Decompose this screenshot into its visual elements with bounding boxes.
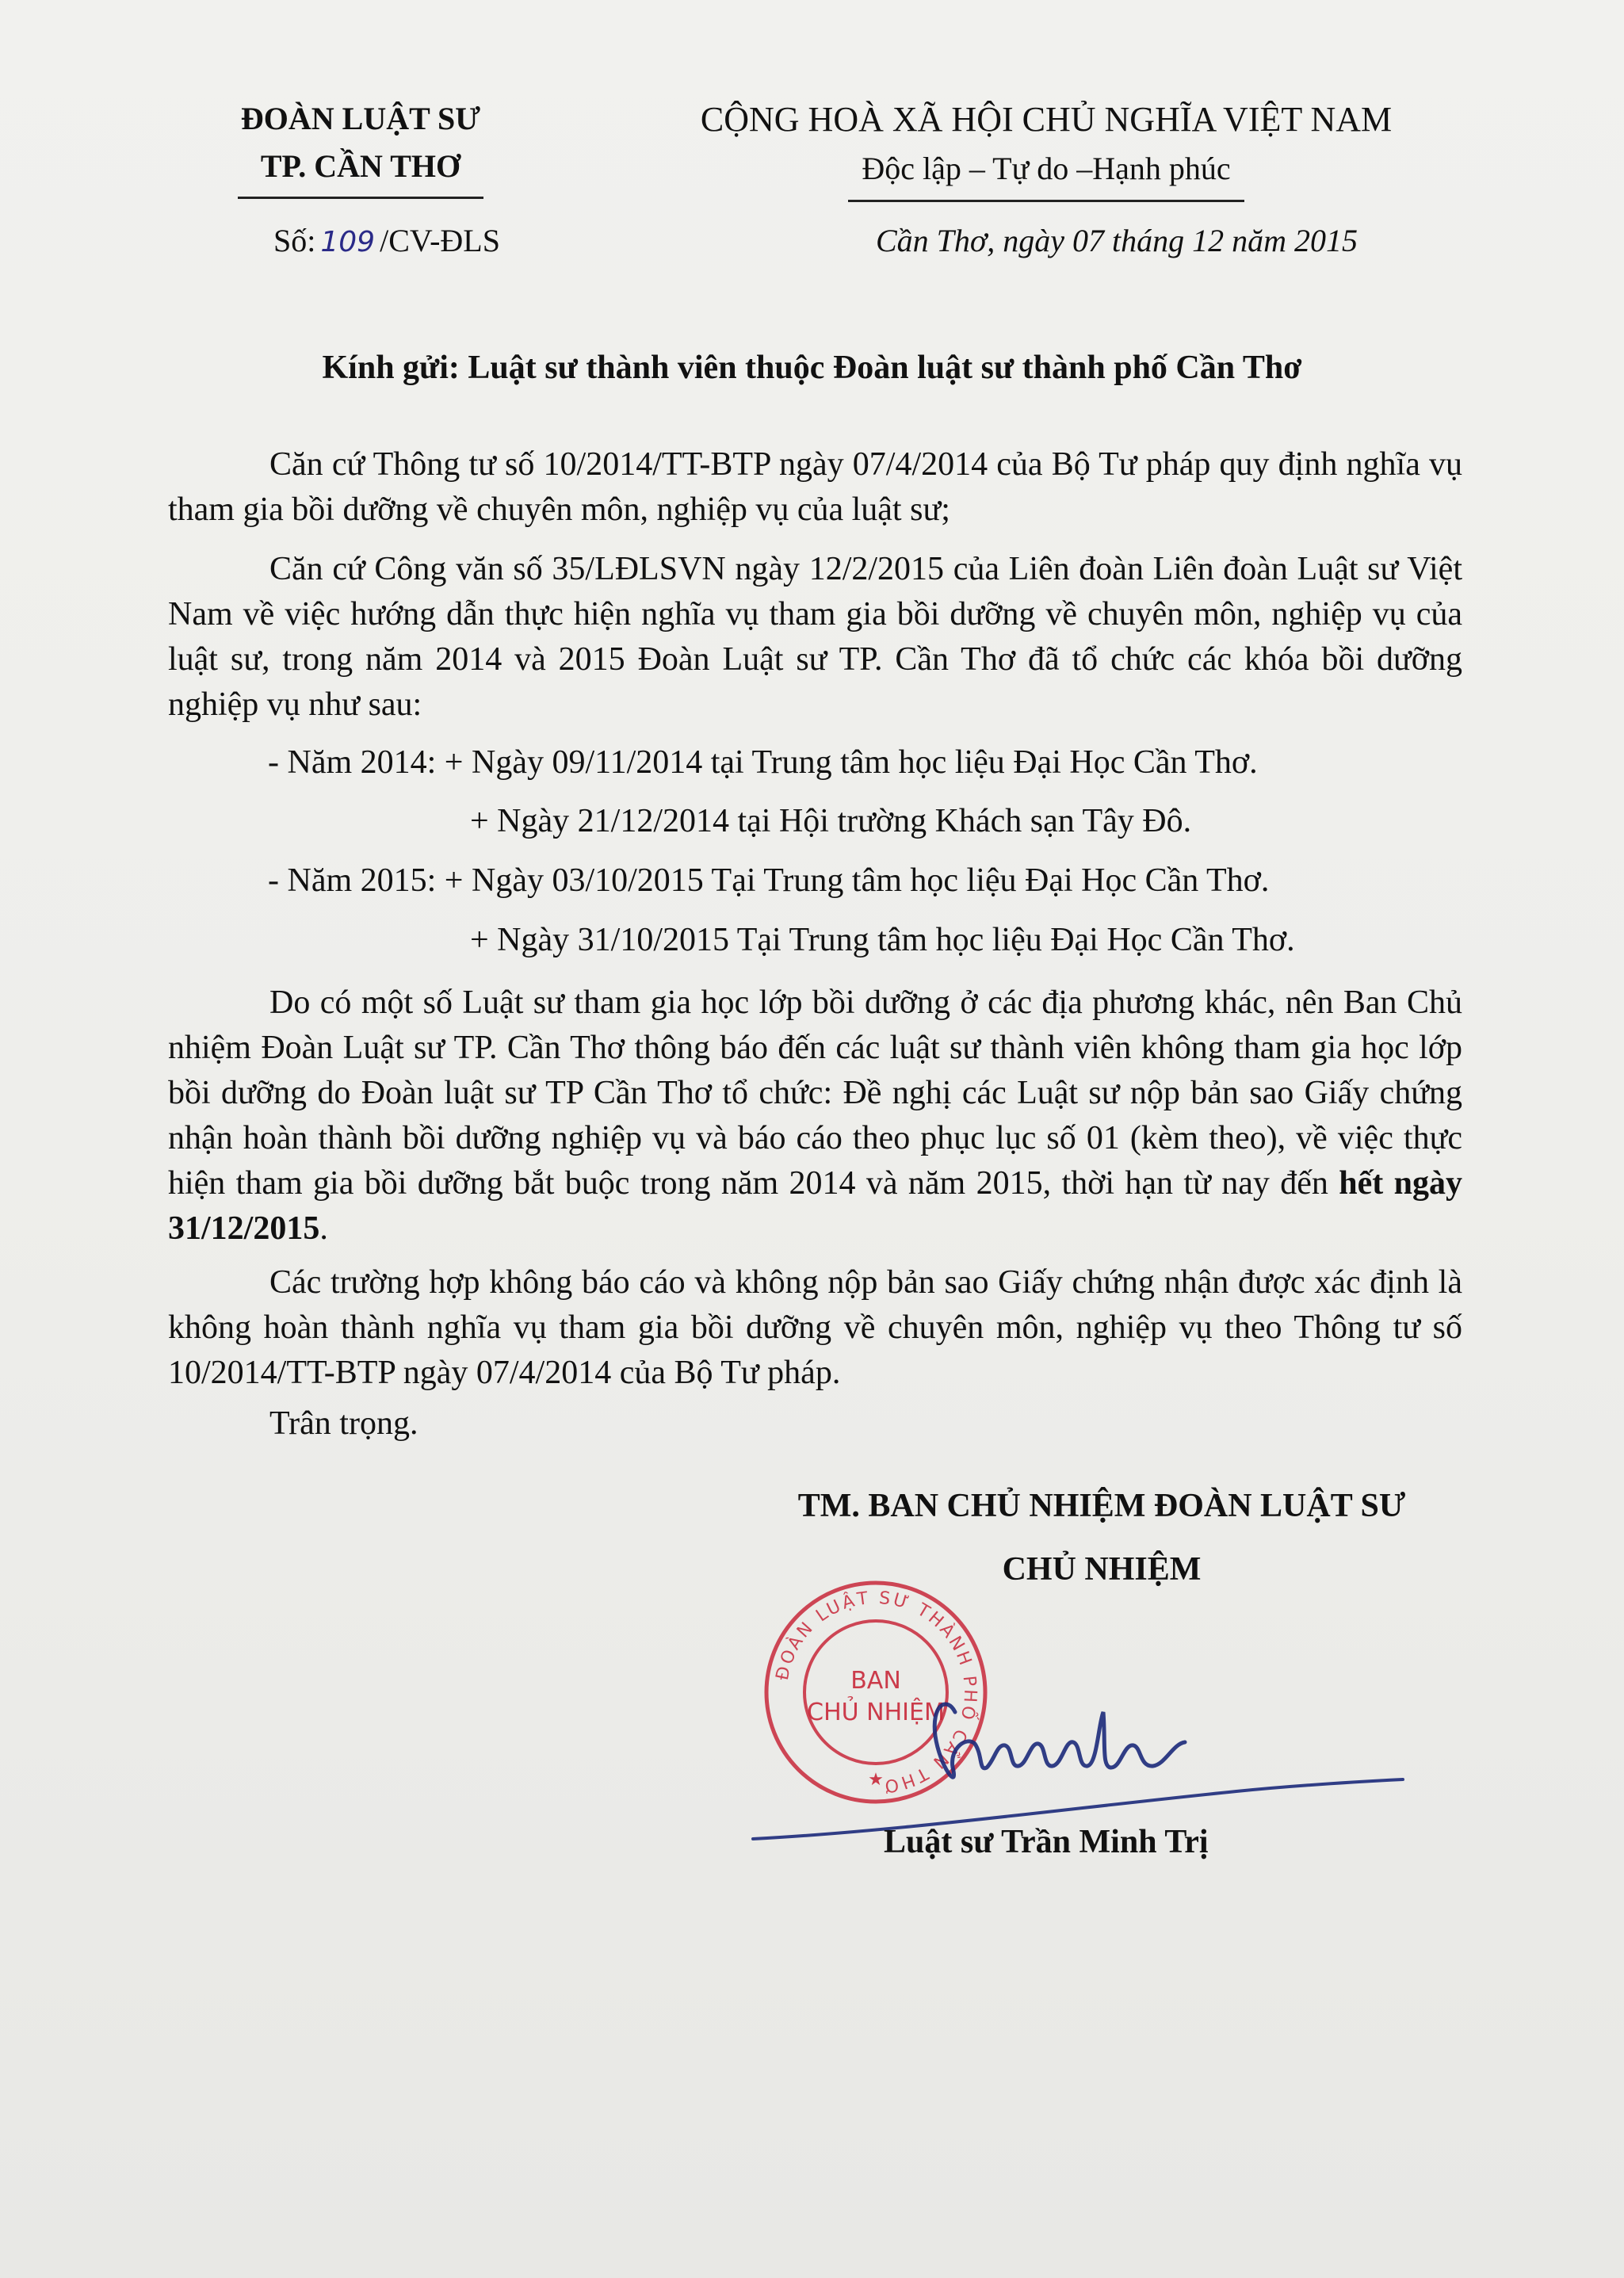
stamp-center-line2: CHỦ NHIỆM bbox=[807, 1699, 945, 1726]
org-header bbox=[198, 95, 523, 199]
paragraph-1 bbox=[168, 442, 1462, 533]
doc-number-prefix: Số: bbox=[273, 223, 316, 258]
paragraph-4-text: Các trường hợp không báo cáo và không nộp bản sao Giấy chứng nhận được xác định là không hoàn thành nghĩa vụ tham gia bồi dưỡng về chuyên môn, nghiệp vụ theo Thông tư số 10/2014/TT-BTP ngày 07/4/2014 của Bộ Tư pháp. bbox=[168, 1264, 1462, 1391]
paragraph-4 bbox=[168, 1260, 1462, 1396]
paragraph-3-end: . bbox=[319, 1210, 328, 1247]
doc-number-handwritten: 109 bbox=[320, 226, 376, 258]
motto-underline bbox=[848, 200, 1244, 202]
paragraph-2 bbox=[168, 547, 1462, 728]
stamp-ring-text: ĐOÀN LUẬT SƯ THÀNH PHỐ CẦN THƠ bbox=[772, 1588, 980, 1797]
paragraph-2-text: Căn cứ Công văn số 35/LĐLSVN ngày 12/2/2015 của Liên đoàn Liên đoàn Luật sư Việt Nam về việc hướng dẫn thực hiện nghĩa vụ tham gia bồi dưỡng về chuyên môn, nghiệp vụ của luật sư, trong năm 2014 và 2015 Đoàn Luật sư TP. Cần Thơ đã tổ chức các khóa bồi dưỡng nghiệp vụ như sau: bbox=[168, 551, 1462, 723]
nation-header bbox=[666, 95, 1427, 202]
org-underline bbox=[238, 197, 483, 199]
org-name-line1: ĐOÀN LUẬT SƯ bbox=[240, 101, 481, 136]
list-item: - Năm 2014: + Ngày 09/11/2014 tại Trung tâm học liệu Đại Học Cần Thơ. bbox=[268, 744, 1258, 781]
signature-title-line2: CHỦ NHIỆM bbox=[1002, 1551, 1202, 1588]
doc-number bbox=[273, 222, 500, 259]
signature-title-line1: TM. BAN CHỦ NHIỆM ĐOÀN LUẬT SƯ bbox=[797, 1488, 1406, 1524]
nation-title: CỘNG HOÀ XÃ HỘI CHỦ NGHĨA VIỆT NAM bbox=[700, 100, 1393, 139]
list-item: - Năm 2015: + Ngày 03/10/2015 Tại Trung tâm học liệu Đại Học Cần Thơ. bbox=[268, 862, 1270, 899]
motto: Độc lập – Tự do –Hạnh phúc bbox=[862, 151, 1231, 186]
list-item: + Ngày 21/12/2014 tại Hội trường Khách sạn Tây Đô. bbox=[470, 803, 1192, 839]
stamp-center-line1: BAN bbox=[850, 1667, 901, 1695]
date-line: Cần Thơ, ngày 07 tháng 12 năm 2015 bbox=[876, 223, 1358, 258]
paragraph-3 bbox=[168, 980, 1462, 1252]
closing: Trân trọng. bbox=[269, 1405, 418, 1442]
list-item: + Ngày 31/10/2015 Tại Trung tâm học liệu Đại Học Cần Thơ. bbox=[470, 922, 1295, 958]
deadline: hết ngày 31/12/2015 bbox=[168, 1165, 1462, 1247]
paragraph-1-text: Căn cứ Thông tư số 10/2014/TT-BTP ngày 07/4/2014 của Bộ Tư pháp quy định nghĩa vụ tham gia bồi dưỡng về chuyên môn, nghiệp vụ của luật sư; bbox=[168, 446, 1462, 528]
paragraph-3-text: Do có một số Luật sư tham gia học lớp bồi dưỡng ở các địa phương khác, nên Ban Chủ nhiệm Đoàn Luật sư TP. Cần Thơ thông báo đến các luật sư thành viên không tham gia học lớp bồi dưỡng do Đoàn luật sư TP Cần Thơ tổ chức: Đề nghị các Luật sư nộp bản sao Giấy chứng nhận hoàn thành bồi dưỡng nghiệp vụ và báo cáo theo phục lục số 01 (kèm theo), về việc thực hiện tham gia bồi dưỡng bắt buộc trong năm 2014 và năm 2015, thời hạn từ nay đến bbox=[168, 984, 1462, 1202]
org-name-line2: TP. CẦN THƠ bbox=[260, 148, 461, 184]
recipient-line: Kính gửi: Luật sư thành viên thuộc Đoàn luật sư thành phố Cần Thơ bbox=[322, 350, 1302, 386]
svg-text:★: ★ bbox=[868, 1770, 884, 1790]
signer-name: Luật sư Trần Minh Trị bbox=[884, 1824, 1209, 1860]
doc-number-suffix: /CV-ĐLS bbox=[380, 223, 500, 258]
